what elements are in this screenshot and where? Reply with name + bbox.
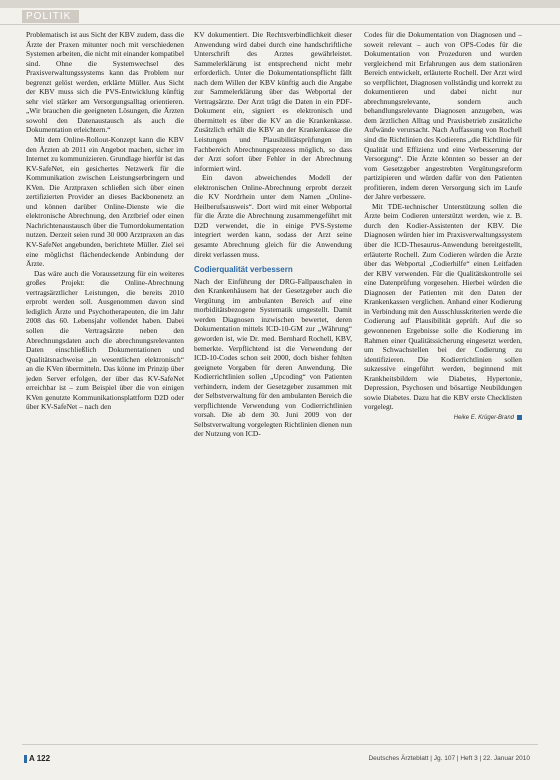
section-label: POLITIK [22, 10, 79, 23]
end-mark-icon [517, 415, 522, 420]
paragraph: Nach der Einführung der DRG-Fallpauschalen in den Krankenhäusern hat der Gesetzgeber auch die Vergütung im ambulanten Bereich auf eine morbiditätsbezogene Systematik umgestellt. Damit werden Diagnosen inzwischen bewertet, deren Dokumentation mittels ICD-10-GM zur „Währung“ geworden ist, wie Dr. med. Bernhard Rochell, KBV, bemerkte. Verpflichtend ist die Verwendung der ICD-10-Codes schon seit 2000, doch bisher fehlten geeignete Vorgaben für deren Anwendung. Die Kodierrichtlinien sollen „Upcoding“ von Patienten verhindern, indem der Gesetzgeber zusammen mit der Selbstverwaltung für den ambulanten Bereich die verpflichtende Verwendung von Codierrichtlinien vorsah. Die ab dem 30. Juni 2009 von der Selbstverwaltung vorgelegten Richtlinien dienen nun der Nutzung von ICD- [194, 276, 352, 439]
column-3 [364, 30, 522, 423]
journal-citation: Deutsches Ärzteblatt | Jg. 107 | Heft 3 | 22. Januar 2010 [368, 755, 530, 762]
column-2 [194, 30, 352, 439]
page-number-text: A 122 [29, 754, 51, 763]
paragraph: Mit dem Online-Rollout-Konzept kann die KBV den Ärzten ab 2011 ein Angebot machen, sicher im Internet zu kommunizieren. Grundlage hierfür ist das KV-SafeNet, ein gesichertes Netzwerk für die Kommunikation zwischen Leistungserbringern und KVen. Die Arztpraxen schließen sich über einen zertifizierten Provider an dieses Backbonenetz an und können darüber Online-Dienste wie die elektronische Abrechnung, den Arztbrief oder einen Nachrichtenaustausch über die Tumordokumentation nutzen. Derzeit seien rund 30 000 Arztpraxen an das KV-SafeNet angebunden, berichtete Müller. Ziel sei eine möglichst flächendeckende Anbindung der Ärzte. [26, 135, 184, 269]
column-1 [26, 30, 184, 412]
author-name: Heike E. Krüger-Brand [453, 414, 514, 421]
page-marker-icon [24, 755, 27, 763]
page-number [24, 754, 50, 763]
paragraph: Mit TDE-technischer Unterstützung sollen die Ärzte beim Codieren unterstützt werden, wie z. B. durch den Kodier-Assistenten der KBV. Die Diagnosen würden hier im Praxisverwaltungssystem über die ICD-Thesaurus-Anwendung bereitgestellt, erläuterte Rochell. Zum Codieren würden die Ärzte über das Webportal „Codierhilfe“ einen Leitfaden der KBV verwenden. Für die Qualitätskontrolle sei eine Datenprüfung vorgesehen. Hierbei würden die Diagnosen der Patienten mit den Daten der Krankenkassen verglichen. Anhand einer Kodierung in Verbindung mit den Ausschlusskriterien werde die Codierung auf Plausibilität geprüft. Auf die so gewonnenen Ergebnisse solle die Kodierung im Rahmen einer Qualitätssicherung eingesetzt werden, um Schwachstellen bei der Codierung zu identifizieren. Die Kodierrichtlinien sollen sukzessive eingeführt werden, beginnend mit Krankheitsbildern wie Diabetes, Hypertonie, Depression, Psychosen und bösartige Neubildungen sowie Diabetes. Dazu hat die KBV erste Checklisten vorgelegt. [364, 201, 522, 412]
paragraph: Ein davon abweichendes Modell der elektronischen Online-Abrechnung erprobt derzeit die KV Nordrhein unter dem Namen „Online-Heilberufsausweis“. Dort wird mit einer Webportal für die Ärzte die Abrechnung zusammengeführt mit D2D verwendet, die in einige PVS-Systeme integriert werden kann, sodass der Arzt seine gesamte Abrechnung gleich für die Anwendung direkt verlassen muss. [194, 173, 352, 259]
paragraph: Das wäre auch die Voraussetzung für ein weiteres großes Projekt: die Online-Abrechnung vertragsärztlicher Leistungen, die bereits 2010 erprobt werden soll. Ausgenommen davon sind lediglich Ärzte und Psychotherapeuten, die im Jahr 2008 das 60. Lebensjahr vollendet haben. Dabei sollen die Vertragsärzte neben den Abrechnungsdaten auch die abrechnungsrelevanten Daten einschließlich Dokumentationen und Qualitätsnachweise „in wesentlichen elektronisch“ an die KVen übermitteln. Das könne im Prinzip über jeden Server erfolgen, der über das KV-SafeNet erreichbar ist – zum Beispiel über die von einigen KVen genutzte Kommunikationsplattform D2D oder über KV-SafeNet – nach den [26, 268, 184, 412]
paragraph: KV dokumentiert. Die Rechtsverbindlichkeit dieser Anwendung wird dabei durch eine handschriftliche Unterschrift des Arztes gewährleistet. Sammelerklärung ist entsprechend nicht mehr erforderlich. Unter die Dokumentationspflicht fällt nach dem Willen der KBV künftig auch die Angabe zur Sammelerklärung über das Webportal der Vertragsärzte. Der Arzt trägt die Daten in ein PDF-Dokument ein, signiert es elektronisch und übermittelt es über die KV an die Krankenkasse. Zusätzlich erhält die KBV an der Krankenkasse die Leistungen und Plausibilitätsprüfungen im Fachbereich Abrechnungsprozess möglich, so dass der Arzt sofort über Fehler in der Abrechnung informiert wird. [194, 30, 352, 173]
top-rule [0, 0, 560, 8]
footer-rule [22, 744, 538, 745]
subheading: Codierqualität verbessern [194, 265, 293, 275]
header-rule [0, 24, 560, 25]
page-footer [0, 748, 560, 772]
paragraph: Codes für die Dokumentation von Diagnosen und – soweit relevant – auch von OPS-Codes für die Dokumentation von Prozeduren und wurden vergleichend mit Erfahrungen aus dem stationären Bereich entwickelt, erläuterte Rochell. Der Arzt wird so verpflichtet, Diagnosen vollständig und korrekt zu dokumentieren und dabei nicht nur abrechnungsrelevante, sondern auch behandlungsrelevante Diagnosen anzugeben, was dem ärztlichen Alltag und Praxisbetrieb zusätzliche Aufwände verursacht. Nach Auffassung von Rochell sind die Richtlinien des Kodierens „die Richtlinie für Qualität und Effizienz und eine Verbesserung der Versorgung“. Die Ärzte könnten so besser an der vom Gesetzgeber angestrebten Vergütungsreform partizipieren und würden dafür von den Patienten profitieren, indem deren Versorgung sich im Laufe der Jahre verbessere. [364, 30, 522, 202]
author-byline [364, 414, 522, 424]
paragraph: Problematisch ist aus Sicht der KBV zudem, dass die Ärzte der Praxen mitunter noch mit verschiedenen Systemen arbeiten, die nicht mit einander kompatibel sind. Ohne die Systemwechsel des Praxisverwaltungssystems kann das Problem nur begrenzt gelöst werden, erklärte Müller. Aus Sicht der KBV muss sich die PVS-Entwicklung künftig sehr viel stärker am Versorgungsalltag orientieren. „Wir brauchen die geeigneten Lösungen, die Ärzten sowohl den Datenaustausch als auch die Dokumentation erleichtern.“ [26, 30, 184, 135]
